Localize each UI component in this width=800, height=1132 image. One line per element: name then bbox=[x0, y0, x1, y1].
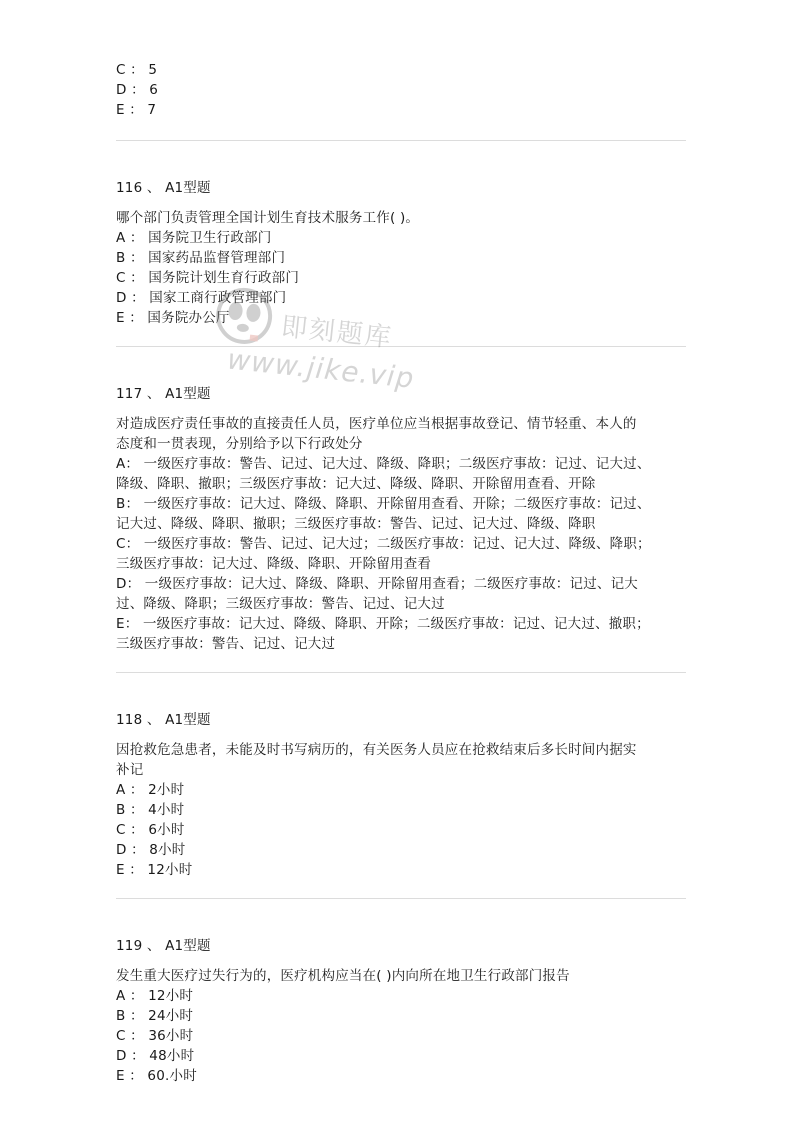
option-text: 8小时 bbox=[149, 842, 186, 858]
question-stem: 对造成医疗责任事故的直接责任人员，医疗单位应当根据事故登记、情节轻重、本人的 bbox=[116, 416, 637, 432]
option-label: C： bbox=[116, 536, 140, 552]
option-text: 12小时 bbox=[147, 862, 193, 878]
question-stem: 因抢救危急患者，未能及时书写病历的，有关医务人员应在抢救结束后多长时间内据实 bbox=[116, 742, 637, 758]
watermark-brand: 即刻题库 bbox=[279, 311, 395, 354]
option-e bbox=[116, 614, 686, 634]
option-label: C ： bbox=[116, 270, 144, 286]
option-label: A ： bbox=[116, 230, 144, 246]
question-header bbox=[116, 710, 686, 730]
option-b bbox=[116, 494, 686, 514]
option-text: 36小时 bbox=[148, 1028, 194, 1044]
option-label: C ： bbox=[116, 822, 144, 838]
option-b bbox=[116, 248, 686, 268]
option-text: 国家药品监督管理部门 bbox=[148, 250, 286, 266]
option-b-continued: 记大过、降级、降职、撤职；三级医疗事故：警告、记过、记大过、降级、降职 bbox=[116, 516, 596, 532]
option-label: D ： bbox=[116, 1048, 145, 1064]
question-stem: 哪个部门负责管理全国计划生育技术服务工作( )。 bbox=[116, 210, 420, 226]
option-d bbox=[116, 840, 686, 860]
option-e bbox=[116, 1066, 686, 1086]
option-label: C ： bbox=[116, 1028, 144, 1044]
question-stem: 态度和一贯表现，分别给予以下行政处分 bbox=[116, 436, 363, 452]
option-line bbox=[116, 100, 686, 120]
option-text: 60.小时 bbox=[147, 1068, 197, 1084]
option-text: 24小时 bbox=[148, 1008, 194, 1024]
exam-page bbox=[116, 60, 686, 1086]
option-label: D ： bbox=[116, 290, 145, 306]
question-117 bbox=[116, 384, 686, 654]
question-118 bbox=[116, 710, 686, 880]
option-label: E： bbox=[116, 616, 139, 632]
option-label: C ： bbox=[116, 62, 144, 78]
option-label: D： bbox=[116, 576, 141, 592]
question-number: 119 、 bbox=[116, 938, 161, 954]
option-a bbox=[116, 454, 686, 474]
option-text: 一级医疗事故：记大过、降级、降职、开除；二级医疗事故：记过、记大过、撤职； bbox=[142, 616, 650, 632]
option-label: B： bbox=[116, 496, 140, 512]
option-d bbox=[116, 574, 686, 594]
option-label: A ： bbox=[116, 988, 144, 1004]
option-d bbox=[116, 288, 686, 308]
option-text: 5 bbox=[148, 62, 158, 78]
option-c bbox=[116, 820, 686, 840]
option-label: D ： bbox=[116, 82, 145, 98]
option-text: 一级医疗事故：记大过、降级、降职、开除留用查看；二级医疗事故：记过、记大 bbox=[144, 576, 638, 592]
question-header bbox=[116, 384, 686, 404]
option-text: 2小时 bbox=[148, 782, 185, 798]
option-text: 一级医疗事故：警告、记过、记大过、降级、降职；二级医疗事故：记过、记大过、 bbox=[143, 456, 651, 472]
option-text: 6小时 bbox=[148, 822, 185, 838]
question-type: A1型题 bbox=[165, 180, 211, 196]
question-type: A1型题 bbox=[165, 938, 211, 954]
option-text: 国务院计划生育行政部门 bbox=[148, 270, 300, 286]
option-line bbox=[116, 80, 686, 100]
option-c bbox=[116, 534, 686, 554]
option-c bbox=[116, 268, 686, 288]
option-b bbox=[116, 800, 686, 820]
option-a bbox=[116, 228, 686, 248]
option-label: D ： bbox=[116, 842, 145, 858]
option-label: E ： bbox=[116, 1068, 143, 1084]
question-119 bbox=[116, 936, 686, 1086]
option-text: 国务院卫生行政部门 bbox=[148, 230, 272, 246]
option-label: B ： bbox=[116, 250, 144, 266]
question-type: A1型题 bbox=[165, 712, 211, 728]
option-a-continued: 降级、降职、撤职；三级医疗事故：记大过、降级、降职、开除留用查看、开除 bbox=[116, 476, 596, 492]
question-header bbox=[116, 178, 686, 198]
option-a bbox=[116, 986, 686, 1006]
option-e bbox=[116, 860, 686, 880]
option-label: E ： bbox=[116, 862, 143, 878]
option-line bbox=[116, 60, 686, 80]
option-text: 12小时 bbox=[148, 988, 194, 1004]
option-label: A： bbox=[116, 456, 140, 472]
option-text: 4小时 bbox=[148, 802, 185, 818]
option-a bbox=[116, 780, 686, 800]
option-text: 7 bbox=[147, 102, 157, 118]
option-label: E ： bbox=[116, 310, 143, 326]
option-c bbox=[116, 1026, 686, 1046]
previous-question-tail bbox=[116, 60, 686, 120]
question-116 bbox=[116, 178, 686, 328]
option-e bbox=[116, 308, 686, 328]
option-label: B ： bbox=[116, 1008, 144, 1024]
option-text: 国家工商行政管理部门 bbox=[149, 290, 287, 306]
question-type: A1型题 bbox=[165, 386, 211, 402]
option-label: E ： bbox=[116, 102, 143, 118]
option-b bbox=[116, 1006, 686, 1026]
option-text: 6 bbox=[149, 82, 159, 98]
option-label: A ： bbox=[116, 782, 144, 798]
question-number: 116 、 bbox=[116, 180, 161, 196]
option-e-continued: 三级医疗事故：警告、记过、记大过 bbox=[116, 636, 336, 652]
option-text: 一级医疗事故：警告、记过、记大过；二级医疗事故：记过、记大过、降级、降职； bbox=[143, 536, 651, 552]
option-d bbox=[116, 1046, 686, 1066]
option-text: 一级医疗事故：记大过、降级、降职、开除留用查看、开除；二级医疗事故：记过、 bbox=[143, 496, 651, 512]
question-stem: 补记 bbox=[116, 762, 144, 778]
watermark-url: www.jike.vip bbox=[225, 342, 417, 395]
question-number: 118 、 bbox=[116, 712, 161, 728]
question-stem: 发生重大医疗过失行为的，医疗机构应当在( )内向所在地卫生行政部门报告 bbox=[116, 968, 570, 984]
option-text: 48小时 bbox=[149, 1048, 195, 1064]
option-c-continued: 三级医疗事故：记大过、降级、降职、开除留用查看 bbox=[116, 556, 432, 572]
option-d-continued: 过、降级、降职；三级医疗事故：警告、记过、记大过 bbox=[116, 596, 445, 612]
question-header bbox=[116, 936, 686, 956]
option-text: 国务院办公厅 bbox=[147, 310, 230, 326]
question-number: 117 、 bbox=[116, 386, 161, 402]
option-label: B ： bbox=[116, 802, 144, 818]
